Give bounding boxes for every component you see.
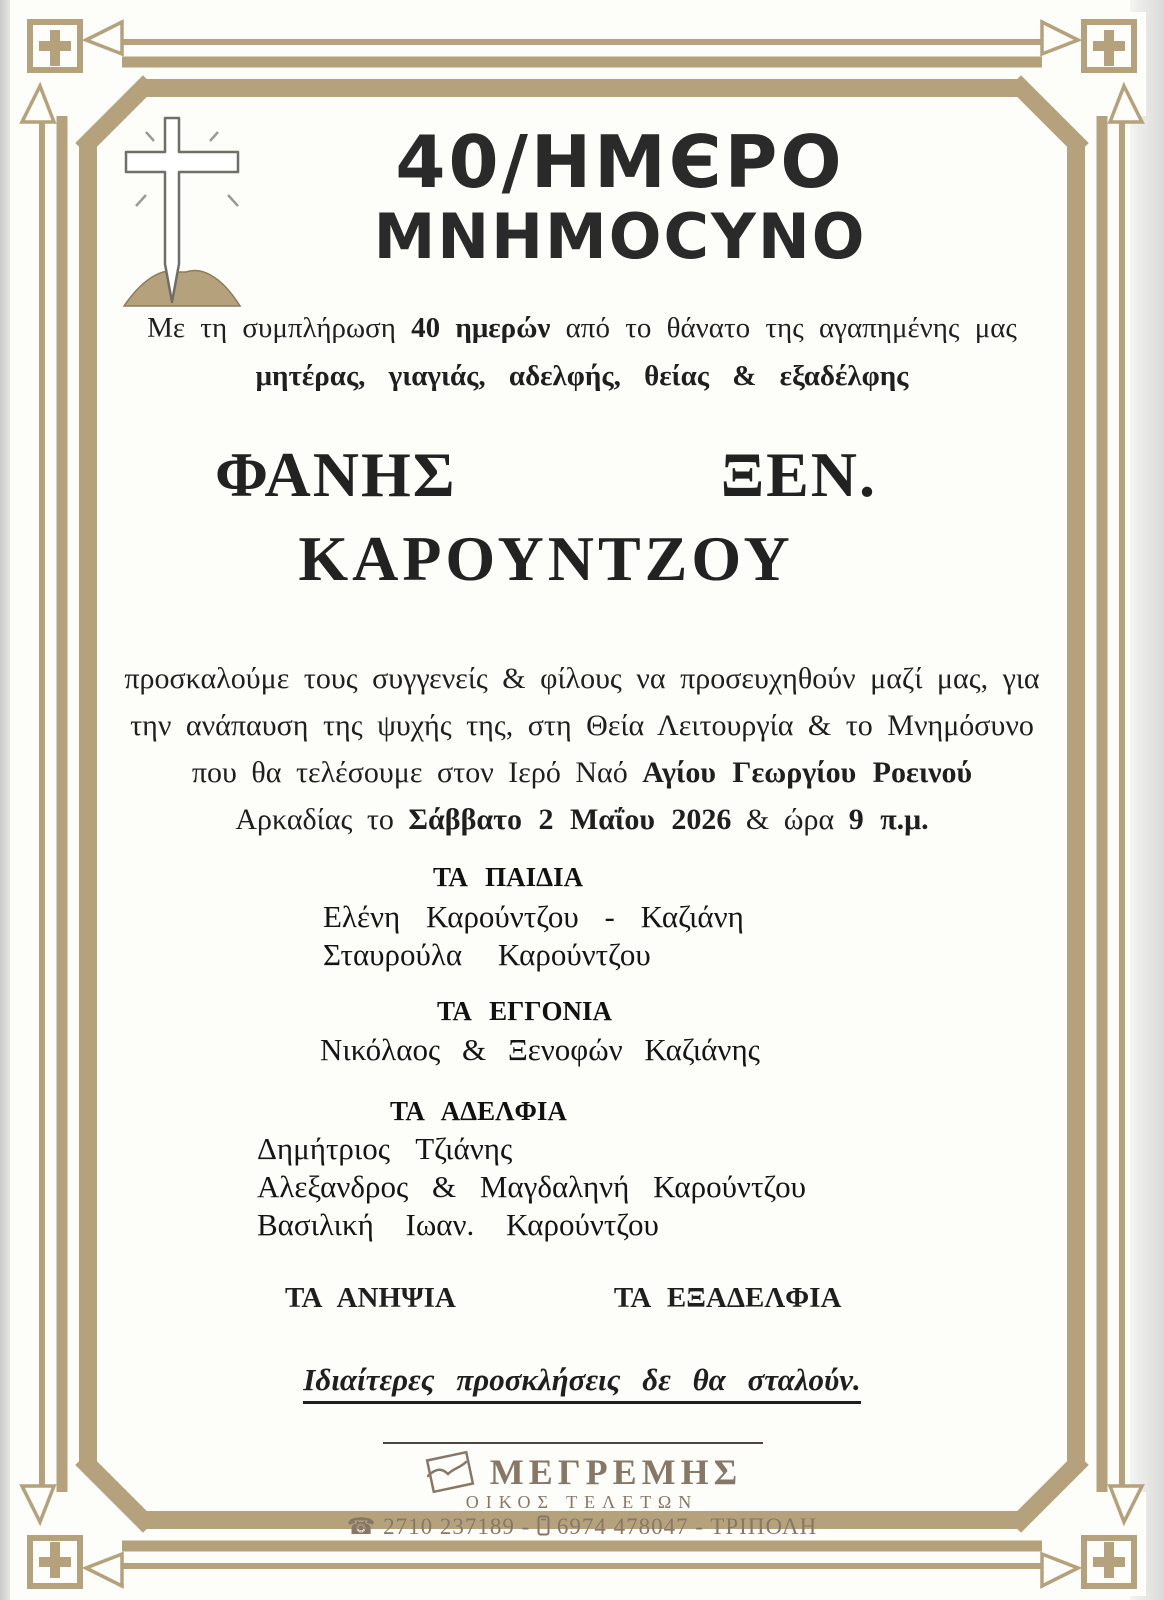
service-time: 9 π.μ. xyxy=(848,803,929,836)
section-heading-siblings: ΤΑ ΑΔΕΛΦΙΑ xyxy=(390,1096,567,1126)
phone-number-landline: 2710 237189 xyxy=(383,1514,515,1539)
deceased-name xyxy=(215,438,877,596)
invitation-line-4: Αρκαδίας το Σάββατο 2 Μαΐου 2026 & ώρα 9 π.μ. xyxy=(235,803,929,836)
footer-separator xyxy=(383,1442,763,1444)
list-item: Αλεξανδρος & Μαγδαληνή Καρούντζου xyxy=(257,1169,806,1204)
deceased-last-name: ΚΑΡΟΥΝΤΖΟΥ xyxy=(298,523,794,594)
section-heading-cousins: ΤΑ ΕΞΑΔΕΛΦΙΑ xyxy=(613,1282,842,1314)
page-title xyxy=(340,120,900,273)
deceased-middle-initial: ΞΕΝ. xyxy=(720,439,877,510)
list-item: Βασιλική Ιωαν. Καρούντζου xyxy=(257,1207,659,1242)
section-heading-children: ΤΑ ΠΑΙΔΙΑ xyxy=(433,862,584,892)
closing-note: Ιδιαίτερες προσκλήσεις δε θα σταλούν. xyxy=(0,1362,1164,1398)
church-name: Αγίου Γεωργίου Ροεινού xyxy=(642,756,973,789)
relatives-row xyxy=(285,1282,841,1315)
list-item: Ελένη Καρούντζου - Καζιάνη xyxy=(323,899,744,934)
memorial-cross-icon xyxy=(116,112,248,314)
section-heading-grandchildren: ΤΑ ΕΓΓΟΝΙΑ xyxy=(437,996,613,1026)
title-line-1: 40/HMЄPO xyxy=(395,120,845,204)
siblings-list xyxy=(257,1130,806,1244)
intro-paragraph xyxy=(100,312,1064,393)
footer-brand-row xyxy=(0,1450,1164,1494)
deceased-name-line-1 xyxy=(215,438,877,512)
list-item: Σταυρούλα Καρούντζου xyxy=(323,937,651,972)
telephone-icon: ☎ xyxy=(346,1514,377,1539)
list-item: Δημήτριος Τζιάνης xyxy=(257,1131,513,1166)
grandchildren-list: Νικόλαος & Ξενοφών Καζιάνης xyxy=(320,1032,760,1067)
invitation-line-2: την ανάπαυση της ψυχής της, στη Θεία Λειτουργία & το Μνημόσυνο xyxy=(130,709,1034,742)
funeral-home-name: ΜΕΓΡΕΜΗΣ xyxy=(489,1452,743,1492)
mobile-phone-icon xyxy=(537,1515,550,1536)
intro-line-1: Με τη συμπλήρωση 40 ημερών από το θάνατο της αγαπημένης μας xyxy=(147,312,1017,344)
invitation-paragraph xyxy=(100,655,1064,843)
funeral-home-subtitle: ΟΙΚΟΣ ΤΕΛΕΤΩΝ xyxy=(465,1492,699,1512)
footer-city: ΤΡΙΠΟΛΗ xyxy=(710,1514,818,1539)
invitation-line-3: που θα τελέσουμε στον Ιερό Ναό Αγίου Γεωργίου Ροεινού xyxy=(191,756,973,789)
section-heading-nephews: ΤΑ ΑΝΗΨΙΑ xyxy=(285,1282,456,1314)
phone-number-mobile: 6974 478047 xyxy=(556,1514,689,1539)
children-list xyxy=(323,898,744,974)
deceased-first-name: ΦΑΝΗΣ xyxy=(215,439,457,510)
intro-line-2: μητέρας, γιαγιάς, αδελφής, θείας & εξαδέλφης xyxy=(255,360,909,392)
title-line-2: MNHMOCYNO xyxy=(373,200,867,273)
invitation-line-1: προσκαλούμε τους συγγενείς & φίλους να προσευχηθούν μαζί μας, για xyxy=(124,662,1040,695)
footer-contact-line: ☎ 2710 237189 - 6974 478047 - ΤΡΙΠΟΛΗ xyxy=(346,1514,818,1539)
service-date: Σάββατο 2 Μαΐου 2026 xyxy=(408,803,732,836)
funeral-home-logo xyxy=(422,1450,480,1494)
